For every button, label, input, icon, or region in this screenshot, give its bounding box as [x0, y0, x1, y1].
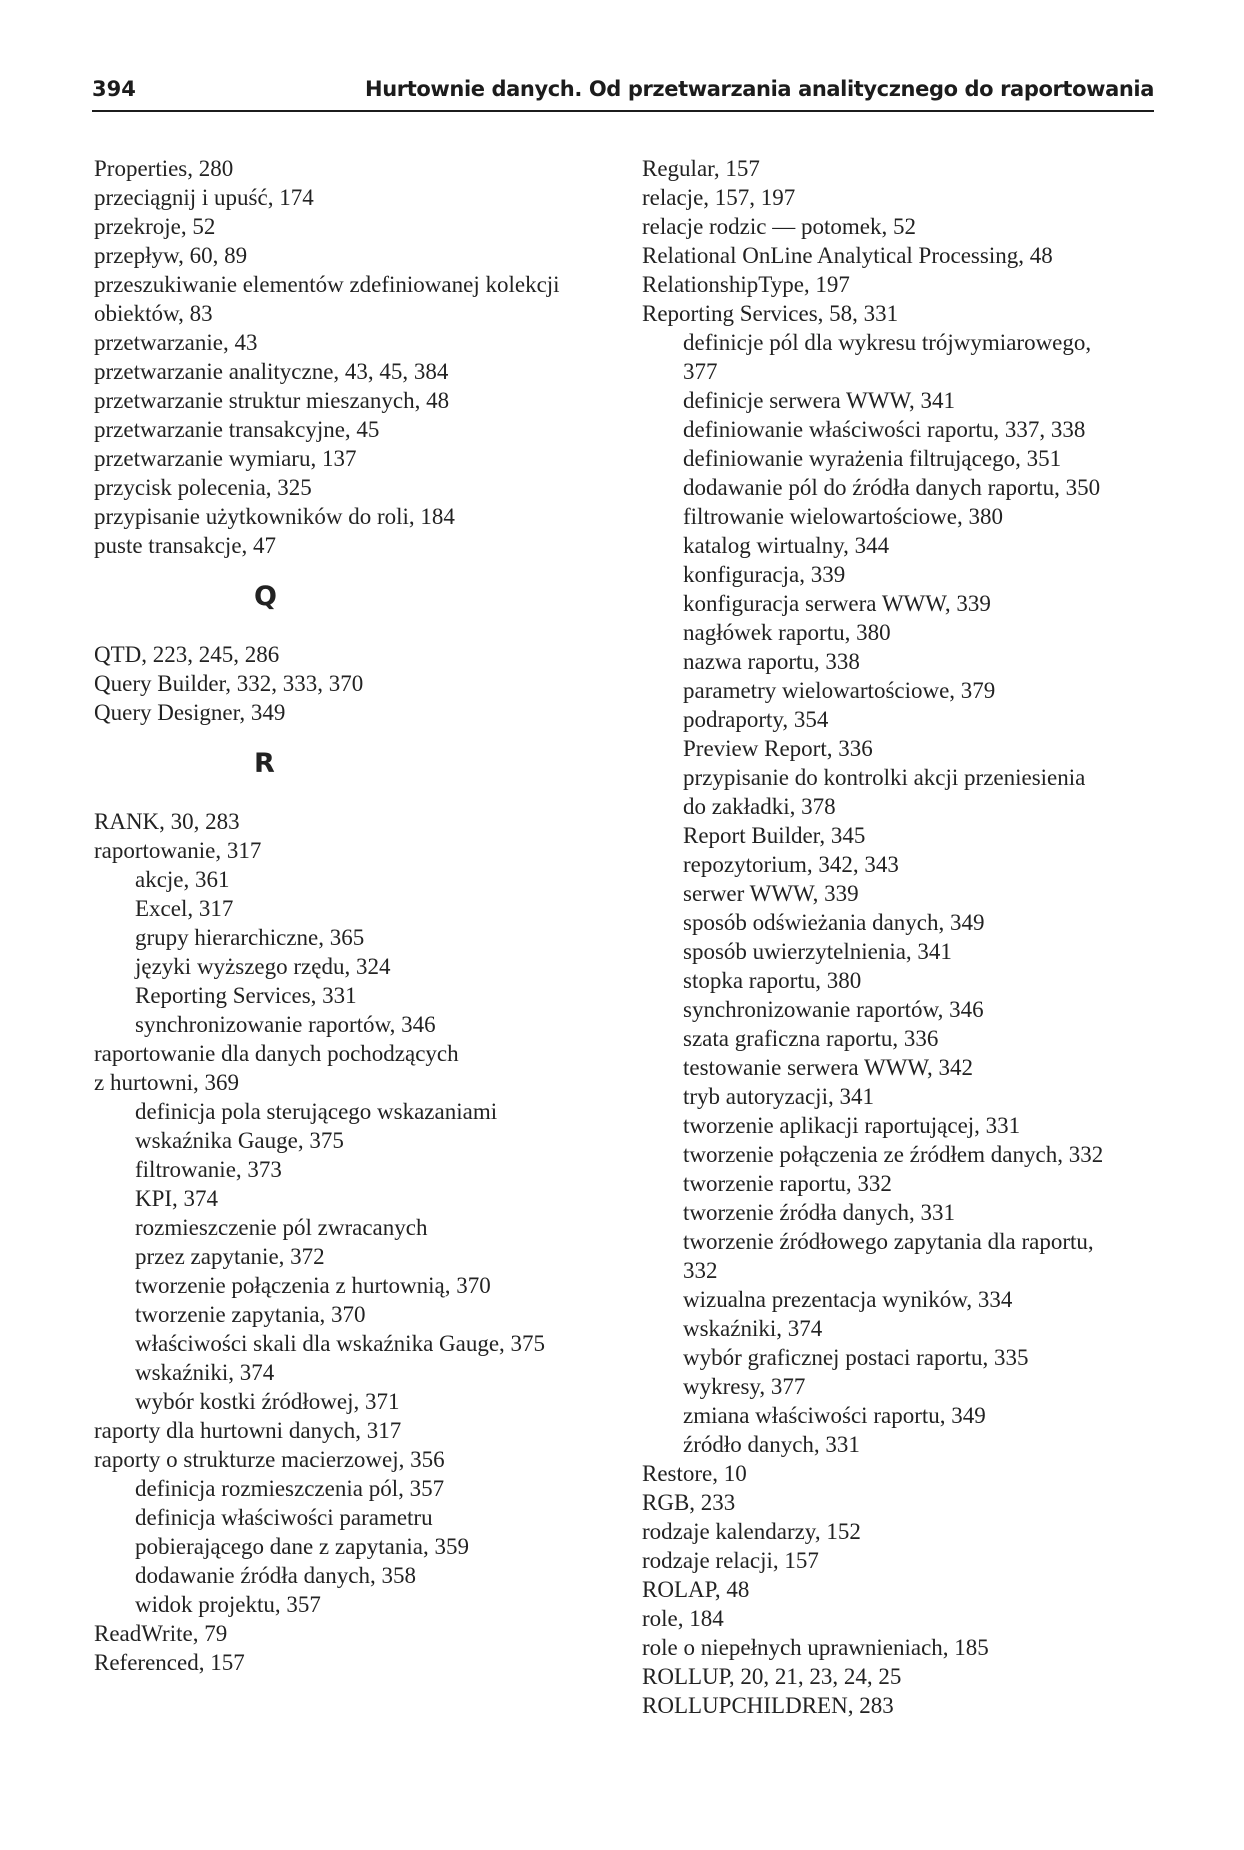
index-entry-text: ReadWrite, 79 — [94, 1621, 228, 1646]
page-number: 394 — [92, 77, 136, 101]
index-entry-text: definicje pól dla wykresu trójwymiarowego, — [683, 330, 1092, 355]
index-entry-text: tworzenie połączenia z hurtownią, 370 — [135, 1273, 491, 1298]
index-subentry — [94, 1155, 614, 1184]
index-entry — [94, 444, 614, 473]
index-subentry — [642, 531, 1162, 560]
index-entry — [94, 1445, 614, 1474]
index-subentry — [642, 473, 1162, 502]
index-entry-text: przez zapytanie, 372 — [135, 1244, 325, 1269]
index-entry-text: przetwarzanie struktur mieszanych, 48 — [94, 388, 450, 413]
index-subentry — [642, 763, 1162, 821]
index-entry-text: akcje, 361 — [135, 867, 230, 892]
index-subentry — [642, 966, 1162, 995]
index-column-right — [642, 154, 1162, 1720]
index-entry-text: dodawanie źródła danych, 358 — [135, 1563, 417, 1588]
index-subentry — [642, 328, 1162, 386]
index-entry-text: puste transakcje, 47 — [94, 533, 277, 558]
index-subentry — [642, 879, 1162, 908]
index-entry-text: konfiguracja, 339 — [683, 562, 846, 587]
index-entry-text: definicja pola sterującego wskazaniami — [135, 1099, 498, 1124]
index-subentry — [642, 386, 1162, 415]
index-subentry — [94, 1010, 614, 1039]
index-entry-text: 377 — [683, 359, 718, 384]
index-subentry — [642, 821, 1162, 850]
index-entry-text: wskaźniki, 374 — [135, 1360, 275, 1385]
index-subentry — [642, 415, 1162, 444]
index-entry — [642, 1691, 1162, 1720]
index-entry-text: Report Builder, 345 — [683, 823, 866, 848]
index-entry-text: wskaźnika Gauge, 375 — [135, 1128, 344, 1153]
index-entry — [94, 698, 614, 727]
index-subentry — [642, 1140, 1162, 1169]
index-entry-text: pobierającego dane z zapytania, 359 — [135, 1534, 469, 1559]
index-entry — [94, 531, 614, 560]
index-entry-text: definiowanie właściwości raportu, 337, 338 — [683, 417, 1086, 442]
index-entry — [642, 1604, 1162, 1633]
index-subentry — [642, 1314, 1162, 1343]
index-entry-text: Reporting Services, 331 — [135, 983, 357, 1008]
index-entry-text: przekroje, 52 — [94, 214, 216, 239]
index-entry — [94, 473, 614, 502]
index-entry — [642, 270, 1162, 299]
index-entry-text: tworzenie źródłowego zapytania dla raportu, — [683, 1229, 1094, 1254]
index-entry-text: Preview Report, 336 — [683, 736, 873, 761]
index-entry-text: QTD, 223, 245, 286 — [94, 642, 280, 667]
index-entry — [94, 1416, 614, 1445]
index-entry-text: katalog wirtualny, 344 — [683, 533, 890, 558]
index-entry-text: nazwa raportu, 338 — [683, 649, 860, 674]
index-entry-text: tworzenie aplikacji raportującej, 331 — [683, 1113, 1021, 1138]
index-entry-text: źródło danych, 331 — [683, 1432, 860, 1457]
index-entry-text: Relational OnLine Analytical Processing, 48 — [642, 243, 1053, 268]
index-entry — [94, 1648, 614, 1677]
index-entry-text: ROLLUP, 20, 21, 23, 24, 25 — [642, 1664, 902, 1689]
index-entry-text: raportowanie dla danych pochodzących — [94, 1041, 459, 1066]
index-entry-text: tworzenie raportu, 332 — [683, 1171, 892, 1196]
index-entry-text: rodzaje relacji, 157 — [642, 1548, 819, 1573]
index-subentry — [642, 1285, 1162, 1314]
index-entry — [642, 183, 1162, 212]
index-entry-text: role o niepełnych uprawnieniach, 185 — [642, 1635, 989, 1660]
index-entry-text: Excel, 317 — [135, 896, 234, 921]
index-entry-text: definicje serwera WWW, 341 — [683, 388, 956, 413]
index-entry-text: filtrowanie, 373 — [135, 1157, 282, 1182]
index-entry-text: sposób uwierzytelnienia, 341 — [683, 939, 952, 964]
index-subentry — [642, 1401, 1162, 1430]
index-subentry — [642, 676, 1162, 705]
index-entry-text: synchronizowanie raportów, 346 — [135, 1012, 436, 1037]
index-subentry — [642, 1169, 1162, 1198]
index-subentry — [642, 560, 1162, 589]
index-entry — [642, 154, 1162, 183]
index-entry — [642, 299, 1162, 328]
running-header — [92, 72, 1154, 106]
index-entry-text: wybór kostki źródłowej, 371 — [135, 1389, 400, 1414]
index-entry — [642, 1517, 1162, 1546]
index-entry-text: rodzaje kalendarzy, 152 — [642, 1519, 861, 1544]
index-subentry — [642, 1024, 1162, 1053]
index-subentry — [94, 1300, 614, 1329]
index-subentry — [94, 1097, 614, 1155]
index-entry-text: przeszukiwanie elementów zdefiniowanej kolekcji — [94, 272, 560, 297]
index-entry — [642, 1488, 1162, 1517]
index-entry-text: ROLAP, 48 — [642, 1577, 750, 1602]
index-entry-text: parametry wielowartościowe, 379 — [683, 678, 996, 703]
index-entry — [642, 1546, 1162, 1575]
index-entry — [94, 640, 614, 669]
index-column-left — [94, 154, 614, 1677]
index-entry-text: RGB, 233 — [642, 1490, 736, 1515]
letter-heading-q: Q — [254, 581, 277, 612]
index-entry-text: Reporting Services, 58, 331 — [642, 301, 899, 326]
index-entry-text: przetwarzanie transakcyjne, 45 — [94, 417, 380, 442]
index-subentry — [642, 1343, 1162, 1372]
index-entry-text: przypisanie do kontrolki akcji przeniesienia — [683, 765, 1086, 790]
index-subentry — [642, 1198, 1162, 1227]
index-subentry — [94, 981, 614, 1010]
index-entry-text: Properties, 280 — [94, 156, 234, 181]
index-entry-text: przetwarzanie analityczne, 43, 45, 384 — [94, 359, 449, 384]
index-entry-text: tryb autoryzacji, 341 — [683, 1084, 874, 1109]
index-entry — [642, 1662, 1162, 1691]
index-entry-text: relacje rodzic — potomek, 52 — [642, 214, 916, 239]
index-entry-text: tworzenie zapytania, 370 — [135, 1302, 366, 1327]
index-subentry — [94, 1474, 614, 1503]
index-entry-text: przycisk polecenia, 325 — [94, 475, 312, 500]
index-entry-text: obiektów, 83 — [94, 301, 213, 326]
index-entry-text: Regular, 157 — [642, 156, 760, 181]
index-subentry — [642, 850, 1162, 879]
index-subentry — [642, 1082, 1162, 1111]
index-entry — [94, 270, 614, 328]
index-group-r — [94, 807, 614, 1677]
index-entry-text: języki wyższego rzędu, 324 — [135, 954, 391, 979]
index-entry-text: wybór graficznej postaci raportu, 335 — [683, 1345, 1029, 1370]
index-entry — [94, 669, 614, 698]
index-group-r-continued — [642, 154, 1162, 1720]
index-entry-text: przetwarzanie, 43 — [94, 330, 258, 355]
index-entry — [94, 836, 614, 865]
index-entry — [94, 502, 614, 531]
index-subentry — [642, 1053, 1162, 1082]
index-subentry — [94, 1503, 614, 1561]
index-subentry — [94, 1358, 614, 1387]
index-entry-text: KPI, 374 — [135, 1186, 219, 1211]
index-subentry — [642, 908, 1162, 937]
index-entry-text: raportowanie, 317 — [94, 838, 262, 863]
index-entry — [94, 328, 614, 357]
index-entry-text: szata graficzna raportu, 336 — [683, 1026, 939, 1051]
index-entry-text: serwer WWW, 339 — [683, 881, 859, 906]
index-subentry — [94, 1329, 614, 1358]
index-entry-text: rozmieszczenie pól zwracanych — [135, 1215, 428, 1240]
index-subentry — [642, 1227, 1162, 1285]
index-entry — [94, 183, 614, 212]
index-group-q — [94, 640, 614, 727]
index-subentry — [642, 589, 1162, 618]
index-entry — [94, 1039, 614, 1097]
index-subentry — [94, 1387, 614, 1416]
index-entry — [642, 1633, 1162, 1662]
index-entry-text: Referenced, 157 — [94, 1650, 245, 1675]
index-subentry — [94, 923, 614, 952]
index-entry-text: RelationshipType, 197 — [642, 272, 850, 297]
index-entry-text: raporty dla hurtowni danych, 317 — [94, 1418, 402, 1443]
index-entry-text: do zakładki, 378 — [683, 794, 836, 819]
index-entry-text: przetwarzanie wymiaru, 137 — [94, 446, 357, 471]
index-subentry — [642, 1430, 1162, 1459]
index-subentry — [94, 865, 614, 894]
index-entry-text: nagłówek raportu, 380 — [683, 620, 891, 645]
index-entry — [94, 807, 614, 836]
index-entry-text: definicja właściwości parametru — [135, 1505, 433, 1530]
index-entry-text: właściwości skali dla wskaźnika Gauge, 375 — [135, 1331, 546, 1356]
index-entry — [642, 212, 1162, 241]
index-subentry — [94, 1561, 614, 1590]
index-subentry — [642, 647, 1162, 676]
index-entry-text: wykresy, 377 — [683, 1374, 806, 1399]
index-entry-text: wizualna prezentacja wyników, 334 — [683, 1287, 1013, 1312]
index-subentry — [642, 995, 1162, 1024]
index-entry-text: role, 184 — [642, 1606, 724, 1631]
index-entry-text: przepływ, 60, 89 — [94, 243, 248, 268]
index-entry — [642, 241, 1162, 270]
index-entry-text: RANK, 30, 283 — [94, 809, 240, 834]
index-entry-text: relacje, 157, 197 — [642, 185, 796, 210]
index-subentry — [642, 937, 1162, 966]
index-subentry — [642, 1372, 1162, 1401]
index-entry-text: ROLLUPCHILDREN, 283 — [642, 1693, 894, 1718]
index-entry-text: przeciągnij i upuść, 174 — [94, 185, 314, 210]
index-entry-text: Query Designer, 349 — [94, 700, 286, 725]
index-subentry — [642, 502, 1162, 531]
index-entry — [94, 154, 614, 183]
index-entry-text: konfiguracja serwera WWW, 339 — [683, 591, 991, 616]
index-entry-text: sposób odświeżania danych, 349 — [683, 910, 985, 935]
index-entry-text: definicja rozmieszczenia pól, 357 — [135, 1476, 445, 1501]
index-subentry — [642, 705, 1162, 734]
index-subentry — [642, 1111, 1162, 1140]
index-entry — [94, 1619, 614, 1648]
index-subentry — [94, 952, 614, 981]
index-entry-text: testowanie serwera WWW, 342 — [683, 1055, 973, 1080]
index-entry-text: wskaźniki, 374 — [683, 1316, 823, 1341]
index-entry — [94, 241, 614, 270]
index-subentry — [642, 734, 1162, 763]
index-entry-text: widok projektu, 357 — [135, 1592, 321, 1617]
index-entry-text: podraporty, 354 — [683, 707, 829, 732]
index-subentry — [94, 1590, 614, 1619]
index-entry — [94, 415, 614, 444]
letter-heading-r: R — [254, 748, 275, 779]
index-entry — [94, 386, 614, 415]
header-rule — [92, 110, 1154, 112]
index-entry-text: stopka raportu, 380 — [683, 968, 862, 993]
index-entry-text: grupy hierarchiczne, 365 — [135, 925, 365, 950]
index-entry-text: 332 — [683, 1258, 718, 1283]
index-entry — [94, 212, 614, 241]
index-entry-text: dodawanie pól do źródła danych raportu, 350 — [683, 475, 1101, 500]
index-subentry — [94, 1213, 614, 1271]
index-entry-text: Query Builder, 332, 333, 370 — [94, 671, 364, 696]
index-entry-text: przypisanie użytkowników do roli, 184 — [94, 504, 455, 529]
index-entry — [642, 1459, 1162, 1488]
index-subentry — [642, 444, 1162, 473]
index-entry — [642, 1575, 1162, 1604]
index-subentry — [642, 618, 1162, 647]
index-entry-text: z hurtowni, 369 — [94, 1070, 240, 1095]
index-entry-text: tworzenie źródła danych, 331 — [683, 1200, 956, 1225]
index-group-p — [94, 154, 614, 560]
index-entry-text: synchronizowanie raportów, 346 — [683, 997, 984, 1022]
index-subentry — [94, 1184, 614, 1213]
index-entry-text: Restore, 10 — [642, 1461, 747, 1486]
index-subentry — [94, 894, 614, 923]
index-entry-text: repozytorium, 342, 343 — [683, 852, 899, 877]
index-entry-text: tworzenie połączenia ze źródłem danych, 332 — [683, 1142, 1104, 1167]
index-entry-text: raporty o strukturze macierzowej, 356 — [94, 1447, 445, 1472]
index-subentry — [94, 1271, 614, 1300]
index-entry-text: zmiana właściwości raportu, 349 — [683, 1403, 986, 1428]
index-entry-text: filtrowanie wielowartościowe, 380 — [683, 504, 1003, 529]
index-entry — [94, 357, 614, 386]
index-entry-text: definiowanie wyrażenia filtrującego, 351 — [683, 446, 1062, 471]
running-title: Hurtownie danych. Od przetwarzania analitycznego do raportowania — [365, 77, 1154, 101]
